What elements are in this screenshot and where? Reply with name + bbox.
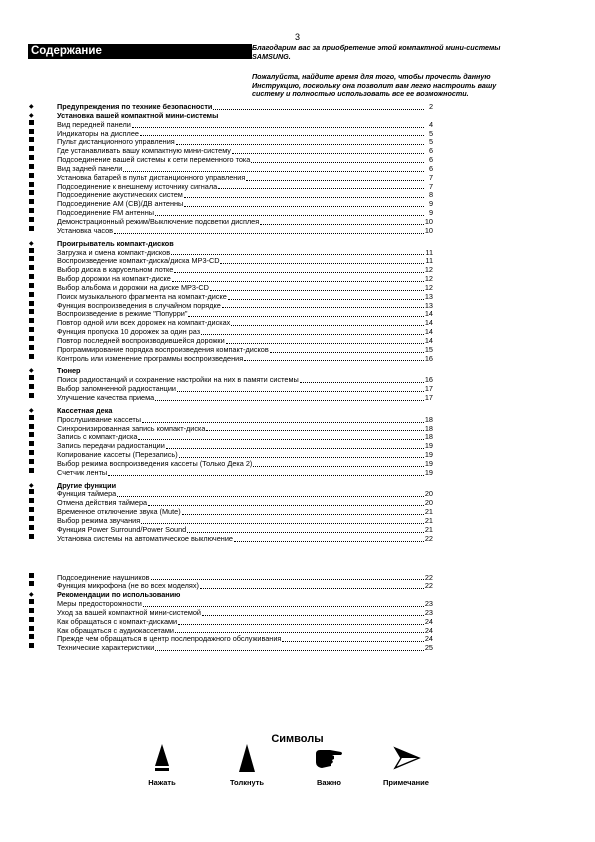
symbol-press [122,744,202,787]
symbol-note [366,744,446,787]
toc-label: Воспроизведение компакт-диска/диска MP3-CD [57,256,220,266]
toc-entry [28,227,433,236]
dot-leader [155,215,424,216]
toc-page-number: 19 [424,450,433,460]
diamond-bullet-icon: ◆ [29,104,34,110]
toc-label: Запись передачи радиостанции [57,441,165,451]
toc-page-number: 13 [424,291,433,301]
dot-leader [206,430,423,431]
square-bullet-icon [28,226,57,236]
toc-label: Кассетная дека [57,405,113,415]
toc-page-number: 16 [424,375,433,385]
dot-leader [175,632,424,633]
toc-label: Подсоединение к внешнему источнику сигнала [57,181,218,191]
toc-label: Поиск радиостанций и сохранение настройки на них в памяти системы [57,375,299,385]
dot-leader [228,299,424,300]
dot-leader [155,650,424,651]
toc-page-number: 12 [424,265,433,275]
dot-leader [117,496,424,497]
dot-leader [251,162,424,163]
toc-page-number: 18 [424,414,433,424]
dot-leader [213,109,424,110]
dot-leader [142,422,424,423]
toc-page-number: 23 [424,599,433,609]
dot-leader [270,352,424,353]
dot-leader [201,334,424,335]
dot-leader [171,254,424,255]
toc-page-number: 2 [428,102,433,111]
toc-label: Программирование порядка воспроизведения компакт-дисков [57,344,269,354]
toc-label: Предупреждения по технике безопасности [57,102,213,111]
toc-page-number: 6 [428,146,433,156]
toc-label: Подсоединение вашей системы к сети переменного тока [57,155,251,165]
toc-page-number: 18 [424,423,433,433]
dot-leader [244,360,424,361]
toc-label: Воспроизведение в режиме "Попурри" [57,309,188,319]
dot-leader [220,263,424,264]
toc-page-number: 25 [424,643,433,653]
toc-page-number: 12 [424,274,433,284]
toc-page-number: 4 [428,119,433,129]
square-bullet-icon [28,354,57,364]
dot-leader [300,382,424,383]
dot-leader [246,180,424,181]
toc-label: Технические характеристики [57,643,155,653]
toc-page-number: 24 [424,625,433,635]
toc-page-number: 7 [428,172,433,182]
toc-label: Как обращаться с компакт-дисками [57,616,178,626]
toc-entry [28,355,433,364]
dot-leader [232,153,424,154]
important-hand-icon [314,744,344,774]
table-of-contents [28,103,433,653]
square-bullet-icon [28,468,57,478]
toc-page-number: 14 [424,309,433,319]
toc-label: Подсоединение FM антенны [57,208,154,218]
toc-page-number: 11 [425,256,433,266]
toc-page-number: 16 [424,353,433,363]
toc-label: Копирование кассеты (Перезапись) [57,450,178,460]
toc-label: Установка вашей компактной мини-системы [57,110,219,120]
toc-page-number: 12 [424,282,433,292]
dot-leader [200,588,424,589]
toc-page-number: 21 [424,515,433,525]
toc-label: Другие функции [57,480,117,490]
toc-label: Демонстрационный режим/Выключение подсветки дисплея [57,216,260,226]
toc-page-number: 9 [428,199,433,209]
toc-label: Меры предосторожности [57,599,142,609]
dot-leader [282,641,424,642]
symbol-label: Толкнуть [229,778,265,787]
toc-page-number: 10 [424,225,433,235]
dot-leader [179,457,424,458]
dot-leader [222,307,424,308]
dot-leader [138,439,423,440]
toc-page-number: 22 [424,533,433,543]
toc-page-number: 13 [424,300,433,310]
toc-label: Установка батарей в пульт дистанционного управления [57,172,246,182]
page-number: 3 [294,32,300,42]
intro-thanks: Благодарим вас за приобретение этой компактной мини-системы SAMSUNG. [252,43,501,61]
toc-page-number: 15 [424,344,433,354]
toc-page-number: 21 [424,524,433,534]
push-icon [235,744,259,774]
toc-label: Рекомендации по использованию [57,590,181,600]
toc-label: Повтор последней воспроизводившейся дорожки [57,335,225,345]
toc-label: Функция микрофона (не во всех моделях) [57,581,199,591]
dot-leader [166,448,424,449]
toc-page-number: 10 [424,216,433,226]
dot-leader [260,224,424,225]
note-icon [391,744,421,774]
toc-page-number: 22 [424,572,433,582]
toc-label: Синхронизированная запись компакт-диска [57,423,206,433]
toc-page-number: 19 [424,441,433,451]
dot-leader [226,343,424,344]
symbol-push [207,744,287,787]
toc-page-number: 17 [424,393,433,402]
dot-leader [172,281,424,282]
dot-leader [114,233,424,234]
toc-page-number: 20 [424,498,433,508]
toc-page-number: 21 [424,507,433,517]
toc-page-number: 9 [428,208,433,218]
toc-label: Проигрыватель компакт-дисков [57,238,174,248]
toc-label: Установка часов [57,225,114,235]
toc-label: Повтор одной или всех дорожек на компакт-дисках [57,318,231,328]
dot-leader [177,391,424,392]
toc-label: Отмена действия таймера [57,498,148,508]
dot-leader [174,272,424,273]
diamond-bullet-icon: ◆ [29,407,34,414]
toc-label: Как обращаться с аудиокассетами [57,625,174,635]
toc-label: Вид передней панели [57,119,131,129]
dot-leader [182,514,424,515]
dot-leader [231,325,424,326]
diamond-bullet-icon: ◆ [29,240,34,247]
dot-leader [188,316,423,317]
toc-label: Пульт дистанционного управления [57,137,175,147]
toc-label: Поиск музыкального фрагмента на компакт-диске [57,291,227,301]
intro-instructions: Пожалуйста, найдите время для того, чтобы прочесть данную Инструкцию, поскольку она позволит вам легко настроить вашу систему и полностью использовать все ее возможности. [252,72,497,99]
dot-leader [202,615,424,616]
dot-leader [178,624,424,625]
dot-leader [143,606,424,607]
toc-label: Прежде чем обращаться в центр послепродажного обслуживания [57,634,282,644]
dot-leader [141,523,424,524]
square-bullet-icon [28,393,57,403]
dot-leader [155,400,424,401]
toc-label: Установка системы на автоматическое выключение [57,533,233,543]
diamond-bullet-icon: ◆ [29,368,34,375]
intro-text [252,44,530,111]
toc-label: Выбор режима воспроизведения кассеты (Только Дека 2) [57,458,253,468]
toc-page-number: 20 [424,489,433,499]
toc-page-number: 23 [424,607,433,617]
toc-label: Подсоединение наушников [57,572,150,582]
square-bullet-icon [28,534,57,544]
toc-label: Тюнер [57,366,81,376]
toc-label: Вид задней панели [57,163,123,173]
symbol-label: Нажать [148,778,176,787]
toc-entry [28,394,433,403]
dot-leader [151,579,424,580]
toc-label: Подсоединение АМ (СВ)/ДВ антенны [57,199,184,209]
toc-label: Счетчик ленты [57,467,108,477]
dot-leader [176,144,424,145]
toc-entry [28,644,433,653]
toc-spacer [28,544,433,574]
square-bullet-icon [28,581,57,591]
toc-entry [28,469,433,478]
toc-page-number: 14 [424,318,433,328]
toc-label: Выбор диска в карусельном лотке [57,265,174,275]
toc-page-number: 7 [428,181,433,191]
toc-label: Уход за вашей компактной мини-системой [57,607,201,617]
toc-label: Улучшение качества приема [57,393,155,402]
toc-label: Функция пропуска 10 дорожек за один раз [57,327,201,337]
toc-label: Функция таймера [57,489,117,499]
dot-leader [140,135,424,136]
diamond-bullet-icon: ◆ [29,592,34,599]
toc-label: Выбор запомненной радиостанции [57,384,177,394]
toc-page-number: 18 [424,432,433,442]
toc-page-number: 17 [424,384,433,394]
toc-label: Функция воспроизведения в случайном порядке [57,300,221,310]
toc-page-number: 5 [428,128,433,138]
toc-label: Загрузка и смена компакт-дисков [57,247,171,257]
section-title: Содержание [28,44,252,59]
press-icon [150,744,174,774]
toc-page-number: 11 [425,247,433,257]
dot-leader [253,466,424,467]
toc-page-number: 24 [424,634,433,644]
toc-page-number: 14 [424,335,433,345]
dot-leader [218,188,424,189]
toc-page-number: 8 [428,190,433,200]
dot-leader [210,290,424,291]
square-bullet-icon [28,643,57,653]
toc-label: Выбор дорожки на компакт-диске [57,274,171,284]
symbol-label: Примечание [383,778,429,787]
dot-leader [187,532,424,533]
dot-leader [132,127,424,128]
dot-leader [184,206,424,207]
toc-page-number: 14 [424,327,433,337]
symbols-title: Символы [271,733,324,745]
toc-page-number: 19 [424,458,433,468]
toc-page-number: 5 [428,137,433,147]
dot-leader [108,475,424,476]
toc-label: Контроль или изменение программы воспроизведения [57,353,244,363]
toc-label: Подсоединение акустических систем [57,190,183,200]
dot-leader [234,541,424,542]
toc-label: Где устанавливать вашу компактную мини-систему [57,146,231,156]
toc-page-number: 19 [424,467,433,477]
symbol-important [289,744,369,787]
dot-leader [148,505,424,506]
dot-leader [184,197,424,198]
toc-entry [28,535,433,544]
toc-label: Индикаторы на дисплее [57,128,139,138]
toc-page-number: 22 [424,581,433,591]
toc-label: Выбор альбома и дорожки на диске MP3-CD [57,282,209,292]
toc-label: Функция Power Surround/Power Sound [57,524,187,534]
symbol-label: Важно [316,778,342,787]
toc-page-number: 6 [428,163,433,173]
toc-page-number: 24 [424,616,433,626]
diamond-bullet-icon: ◆ [29,112,34,119]
diamond-bullet-icon: ◆ [29,482,34,489]
toc-page-number: 6 [428,155,433,165]
dot-leader [123,171,424,172]
toc-label: Запись с компакт-диска [57,432,138,442]
toc-label: Временное отключение звука (Mute) [57,507,181,517]
toc-label: Выбор режима звучания [57,515,141,525]
toc-label: Прослушивание кассеты [57,414,141,424]
